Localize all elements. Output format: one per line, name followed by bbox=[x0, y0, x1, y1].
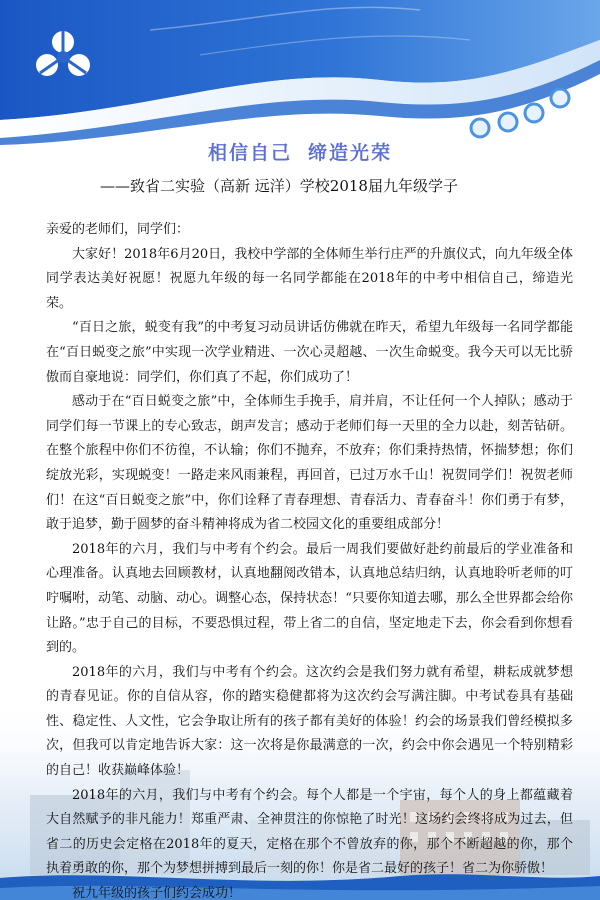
paragraph: 2018年的六月，我们与中考有个约会。这次约会是我们努力就有希望，耕耘成就梦想的青春见证。你的自信从容，你的踏实稳健都将为这次约会写满注脚。中考试卷具有基础性、稳定性、人文性，它会争取让所有的孩子都有美好的体验！约会的场景我们曾经模拟多次，但我可以肯定地告诉大家：这一次将是你最满意的一次，约会中你会遇见一个特别精彩的自己！收获巅峰体验！ bbox=[46, 664, 573, 779]
paragraph: 2018年的六月，我们与中考有个约会。每个人都是一个宇宙，每个人的身上都蕴藏着大自然赋予的非凡能力！郑重严肃、全神贯注的你惊艳了时光！这场约会终将成为过去，但省二的历史会定格在2018年的夏天，定格在那个不曾放弃的你，那个不断超越的你，那个执着勇敢的你，那个为梦想拼搏到最后一刻的你！你是省二最好的孩子！省二为你骄傲！ bbox=[46, 787, 573, 877]
letter-body bbox=[46, 218, 573, 900]
paragraph: “百日之旅，蜕变有我”的中考复习动员讲话仿佛就在昨天，希望九年级每一名同学都能在“百日蜕变之旅”中实现一次学业精进、一次心灵超越、一次生命蜕变。我今天可以无比骄傲而自豪地说：同学们，你们真了不起，你们成功了！ bbox=[46, 320, 573, 385]
slogan-title bbox=[0, 138, 600, 165]
slogan-part-2: 缔造光荣 bbox=[308, 142, 393, 164]
school-logo-icon bbox=[30, 28, 96, 80]
paragraph: 2018年的六月，我们与中考有个约会。最后一周我们要做好赴约前最后的学业准备和心理准备。认真地去回顾教材，认真地翻阅改错本，认真地总结归纳，认真地聆听老师的叮咛嘱咐，动笔、动脑、动心。调整心态，保持状态！“只要你知道去哪，那么全世界都会给你让路。”忠于自己的目标，不要恐惧过程，带上省二的自信，坚定地走下去，你会看到你想看到的。 bbox=[46, 541, 573, 656]
salutation: 亲爱的老师们，同学们： bbox=[46, 222, 190, 237]
slogan-part-1: 相信自己 bbox=[207, 142, 292, 164]
subtitle: ——致省二实验（高新 远洋）学校2018届九年级学子 bbox=[100, 177, 458, 195]
paragraph: 大家好！2018年6月20日，我校中学部的全体师生举行庄严的升旗仪式，向九年级全体同学表达美好祝愿！祝愿九年级的每一名同学都能在2018年的中考中相信自己，缔造光荣。 bbox=[46, 246, 573, 311]
closing-line: 祝九年级的孩子们约会成功！ bbox=[72, 886, 242, 900]
paragraph: 感动于在“百日蜕变之旅”中，全体师生手挽手，肩并肩，不让任何一个人掉队；感动于同学们每一节课上的专心致志，朗声发言；感动于老师们每一天里的全力以赴，刻苦钻研。在整个旅程中你们不彷徨，不认输；你们不抛弃，不放弃；你们秉持热情，怀揣梦想；你们绽放光彩，实现蜕变！一路走来风雨兼程，再回首，已过万水千山！祝贺同学们！祝贺老师们！在这“百日蜕变之旅”中，你们诠释了青春理想、青春活力、青春奋斗！你们勇于有梦，敢于追梦，勤于圆梦的奋斗精神将成为省二校园文化的重要组成部分！ bbox=[46, 394, 573, 533]
